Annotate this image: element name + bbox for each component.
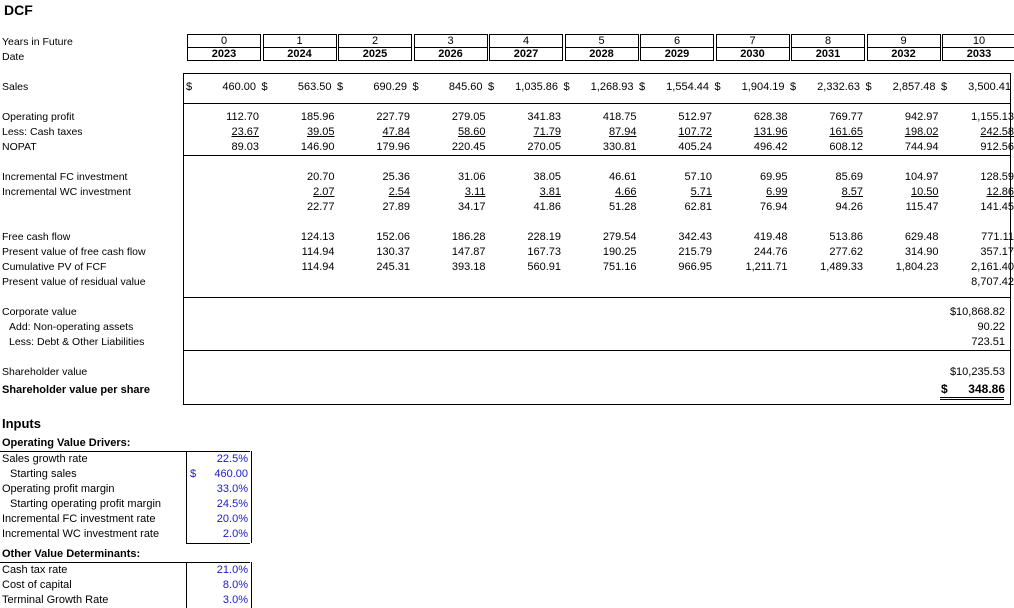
op-profit-cell: 769.77 (829, 111, 863, 123)
sales-label: Sales (2, 81, 29, 93)
inc-wc-cell: 2.07 (313, 186, 335, 198)
op-profit-cell: 942.97 (904, 111, 939, 123)
inc-fc-cell: 104.97 (904, 171, 939, 183)
inc-fc-cell: 20.70 (306, 171, 335, 183)
currency-symbol: $ (790, 81, 797, 93)
taxes-cell: 23.67 (231, 126, 259, 138)
pv-fcf-cell: 114.94 (301, 246, 335, 258)
debt-value: 723.51 (971, 336, 1005, 348)
op-profit-cell: 227.79 (376, 111, 410, 123)
inc-fc-label: Incremental FC investment (2, 171, 128, 183)
cum-pv-label: Cumulative PV of FCF (2, 261, 107, 273)
op-margin-input[interactable]: 33.0% (216, 483, 248, 495)
currency-symbol: $ (186, 81, 193, 93)
op-profit-cell: 512.97 (678, 111, 712, 123)
inc-total-cell: 27.89 (382, 201, 410, 213)
taxes-cell: 39.05 (306, 126, 335, 138)
year-number: 8 (824, 35, 832, 47)
year-header (640, 34, 714, 61)
terminal-growth-input[interactable]: 3.0% (222, 594, 248, 606)
pv-fcf-cell: 215.79 (678, 246, 712, 258)
inc-wc-cell: 3.11 (464, 186, 486, 198)
nopat-cell: 220.45 (451, 141, 486, 153)
sales-growth-input[interactable]: 22.5% (216, 453, 248, 465)
pv-fcf-cell: 314.90 (904, 246, 939, 258)
divider (183, 350, 1011, 351)
taxes-label: Less: Cash taxes (2, 126, 83, 138)
inc-wc-cell: 3.81 (539, 186, 561, 198)
terminal-growth-label: Terminal Growth Rate (2, 594, 109, 606)
taxes-cell: 131.96 (753, 126, 788, 138)
sales-value: 563.50 (297, 81, 332, 93)
sales-value: 2,857.48 (892, 81, 936, 93)
currency-symbol: $ (563, 81, 570, 93)
taxes-cell: 47.84 (382, 126, 410, 138)
taxes-cell: 71.79 (533, 126, 561, 138)
pv-fcf-cell: 190.25 (602, 246, 637, 258)
inc-fc-cell: 69.95 (759, 171, 788, 183)
sales-value: 2,332.63 (817, 81, 860, 93)
inc-fc-rate-input[interactable]: 20.0% (216, 513, 248, 525)
sales-value: 3,500.41 (968, 81, 1011, 93)
years-label: Years in Future (2, 36, 73, 48)
inc-fc-cell: 31.06 (457, 171, 486, 183)
nopat-cell: 912.56 (980, 141, 1014, 153)
currency-symbol: $ (337, 81, 344, 93)
nopat-cell: 270.05 (527, 141, 561, 153)
op-profit-cell: 185.96 (300, 111, 335, 123)
year-date: 2025 (339, 47, 411, 60)
op-profit-cell: 341.83 (527, 111, 561, 123)
year-header (791, 34, 865, 61)
pv-fcf-cell: 167.73 (527, 246, 561, 258)
inc-wc-cell: 10.50 (910, 186, 939, 198)
sales-value: 1,904.19 (741, 81, 785, 93)
fcf-cell: 419.48 (753, 231, 788, 243)
year-date: 2026 (415, 47, 487, 60)
inc-fc-cell: 57.10 (684, 171, 712, 183)
year-number: 2 (371, 35, 379, 47)
sales-value: 1,554.44 (666, 81, 709, 93)
corporate-value: $10,868.82 (949, 306, 1005, 318)
currency-symbol: $ (639, 81, 646, 93)
year-header (263, 34, 337, 61)
pv-resid-label: Present value of residual value (2, 276, 146, 288)
page-title: DCF (4, 2, 33, 18)
sales-growth-label: Sales growth rate (2, 453, 88, 465)
fcf-cell: 279.54 (602, 231, 637, 243)
starting-sales-currency: $ (190, 468, 197, 480)
inc-total-cell: 115.47 (905, 201, 939, 213)
inc-wc-cell: 8.57 (841, 186, 863, 198)
year-date: 2028 (566, 47, 638, 60)
corporate-value-label: Corporate value (2, 306, 77, 318)
year-number: 3 (447, 35, 454, 47)
inputs-title: Inputs (2, 416, 41, 431)
inc-total-cell: 34.17 (457, 201, 486, 213)
fcf-cell: 629.48 (904, 231, 939, 243)
inc-wc-label: Incremental WC investment (2, 186, 131, 198)
year-header (942, 34, 1014, 61)
tax-rate-input[interactable]: 21.0% (216, 564, 248, 576)
taxes-cell: 161.65 (829, 126, 863, 138)
cum-pv-cell: 1,211.71 (745, 261, 788, 273)
pv-resid-cell: 8,707.42 (971, 276, 1014, 288)
currency-symbol: $ (261, 81, 268, 93)
op-profit-cell: 418.75 (602, 111, 637, 123)
pv-fcf-cell: 244.76 (753, 246, 788, 258)
inc-total-cell: 141.45 (980, 201, 1014, 213)
currency-symbol: $ (941, 81, 948, 93)
sales-value: 845.60 (448, 81, 483, 93)
starting-sales-input[interactable]: 460.00 (214, 468, 248, 480)
tax-rate-label: Cash tax rate (2, 564, 68, 576)
inc-fc-cell: 38.05 (533, 171, 561, 183)
shareholder-value-label: Shareholder value (2, 366, 88, 378)
other-determinants-heading: Other Value Determinants: (2, 548, 141, 560)
nopat-cell: 146.90 (300, 141, 335, 153)
per-share-value: 348.86 (968, 382, 1005, 396)
op-profit-cell: 628.38 (753, 111, 788, 123)
year-header (187, 34, 261, 61)
shareholder-value: $10,235.53 (949, 366, 1005, 378)
nopat-cell: 496.42 (753, 141, 788, 153)
divider (183, 297, 1011, 298)
non-op-value: 90.22 (977, 321, 1005, 333)
inc-total-cell: 51.28 (608, 201, 637, 213)
currency-symbol: $ (488, 81, 495, 93)
inc-fc-cell: 128.59 (980, 171, 1014, 183)
divider (183, 103, 1011, 104)
taxes-cell: 198.02 (904, 126, 939, 138)
inc-wc-rate-input[interactable]: 2.0% (222, 528, 248, 540)
start-op-margin-input[interactable]: 24.5% (216, 498, 248, 510)
nopat-cell: 89.03 (231, 141, 259, 153)
fcf-label: Free cash flow (2, 231, 71, 243)
year-header (338, 34, 412, 61)
op-profit-cell: 1,155.13 (971, 111, 1014, 123)
pv-fcf-cell: 130.37 (376, 246, 410, 258)
inc-total-cell: 62.81 (684, 201, 712, 213)
cum-pv-cell: 114.94 (301, 261, 335, 273)
debt-label: Less: Debt & Other Liabilities (9, 336, 145, 348)
pv-fcf-cell: 147.87 (451, 246, 486, 258)
taxes-cell: 107.72 (678, 126, 712, 138)
inc-total-cell: 94.26 (835, 201, 863, 213)
cum-pv-cell: 2,161.40 (971, 261, 1014, 273)
cum-pv-cell: 1,804.23 (895, 261, 939, 273)
year-number: 0 (220, 35, 228, 47)
sales-value: 690.29 (373, 81, 407, 93)
cost-of-capital-input[interactable]: 8.0% (222, 579, 248, 591)
year-date: 2033 (943, 47, 1014, 60)
cum-pv-cell: 1,489.33 (820, 261, 863, 273)
inc-fc-cell: 25.36 (382, 171, 410, 183)
taxes-cell: 242.58 (980, 126, 1014, 138)
value-drivers-heading: Operating Value Drivers: (2, 437, 131, 449)
per-share-underline (940, 397, 1004, 398)
fcf-cell: 124.13 (300, 231, 335, 243)
sales-value: 1,268.93 (590, 81, 634, 93)
year-date: 2032 (868, 47, 940, 60)
divider (183, 155, 1011, 156)
year-date: 2024 (264, 47, 336, 60)
nopat-cell: 330.81 (602, 141, 637, 153)
year-header (489, 34, 563, 61)
currency-symbol: $ (412, 81, 419, 93)
inc-wc-cell: 6.99 (766, 186, 788, 198)
currency-symbol: $ (865, 81, 872, 93)
sales-value: 460.00 (222, 81, 256, 93)
inc-total-cell: 41.86 (533, 201, 561, 213)
year-number: 10 (972, 35, 986, 47)
year-header (716, 34, 790, 61)
fcf-cell: 152.06 (376, 231, 410, 243)
cum-pv-cell: 751.16 (602, 261, 637, 273)
year-number: 1 (296, 35, 303, 47)
inc-fc-cell: 85.69 (835, 171, 863, 183)
nopat-cell: 405.24 (678, 141, 712, 153)
year-number: 4 (522, 35, 530, 47)
taxes-cell: 87.94 (608, 126, 637, 138)
year-header (565, 34, 639, 61)
date-label: Date (2, 51, 25, 63)
fcf-cell: 342.43 (678, 231, 712, 243)
cum-pv-cell: 560.91 (527, 261, 561, 273)
pv-fcf-cell: 357.17 (980, 246, 1014, 258)
year-date: 2023 (188, 47, 260, 60)
year-header (414, 34, 488, 61)
year-date: 2030 (717, 47, 789, 60)
inc-fc-cell: 46.61 (608, 171, 637, 183)
year-date: 2027 (490, 47, 562, 60)
pv-fcf-cell: 277.62 (829, 246, 863, 258)
per-share-underline (940, 399, 1004, 400)
nopat-cell: 744.94 (904, 141, 939, 153)
year-date: 2031 (792, 47, 864, 60)
inc-wc-cell: 2.54 (388, 186, 410, 198)
per-share-currency: $ (941, 382, 948, 396)
year-number: 6 (673, 35, 681, 47)
currency-symbol: $ (714, 81, 721, 93)
nopat-cell: 179.96 (376, 141, 410, 153)
nopat-cell: 608.12 (829, 141, 863, 153)
op-profit-cell: 279.05 (451, 111, 486, 123)
per-share-label: Shareholder value per share (2, 384, 150, 396)
op-margin-label: Operating profit margin (2, 483, 115, 495)
nopat-label: NOPAT (2, 141, 37, 153)
cost-of-capital-label: Cost of capital (2, 579, 72, 591)
op-profit-cell: 112.70 (226, 111, 259, 123)
year-date: 2029 (641, 47, 713, 60)
inc-wc-cell: 4.66 (615, 186, 637, 198)
inc-fc-rate-label: Incremental FC investment rate (2, 513, 156, 525)
inc-total-cell: 22.77 (306, 201, 335, 213)
starting-sales-label: Starting sales (10, 468, 77, 480)
taxes-cell: 58.60 (457, 126, 486, 138)
start-op-margin-label: Starting operating profit margin (10, 498, 162, 510)
year-number: 9 (900, 35, 907, 47)
fcf-cell: 513.86 (829, 231, 863, 243)
divider (186, 543, 250, 544)
cum-pv-cell: 966.95 (678, 261, 712, 273)
inc-wc-cell: 12.86 (986, 186, 1014, 198)
fcf-cell: 186.28 (451, 231, 486, 243)
pv-fcf-label: Present value of free cash flow (2, 246, 146, 258)
year-number: 7 (749, 35, 756, 47)
inc-wc-cell: 5.71 (690, 186, 712, 198)
fcf-cell: 771.11 (981, 231, 1014, 243)
inc-total-cell: 76.94 (759, 201, 788, 213)
year-number: 5 (598, 35, 605, 47)
year-header (867, 34, 941, 61)
cum-pv-cell: 393.18 (451, 261, 486, 273)
cum-pv-cell: 245.31 (376, 261, 410, 273)
sales-value: 1,035.86 (515, 81, 558, 93)
fcf-cell: 228.19 (527, 231, 561, 243)
inc-wc-rate-label: Incremental WC investment rate (2, 528, 160, 540)
non-op-label: Add: Non-operating assets (9, 321, 134, 333)
op-profit-label: Operating profit (2, 111, 75, 123)
